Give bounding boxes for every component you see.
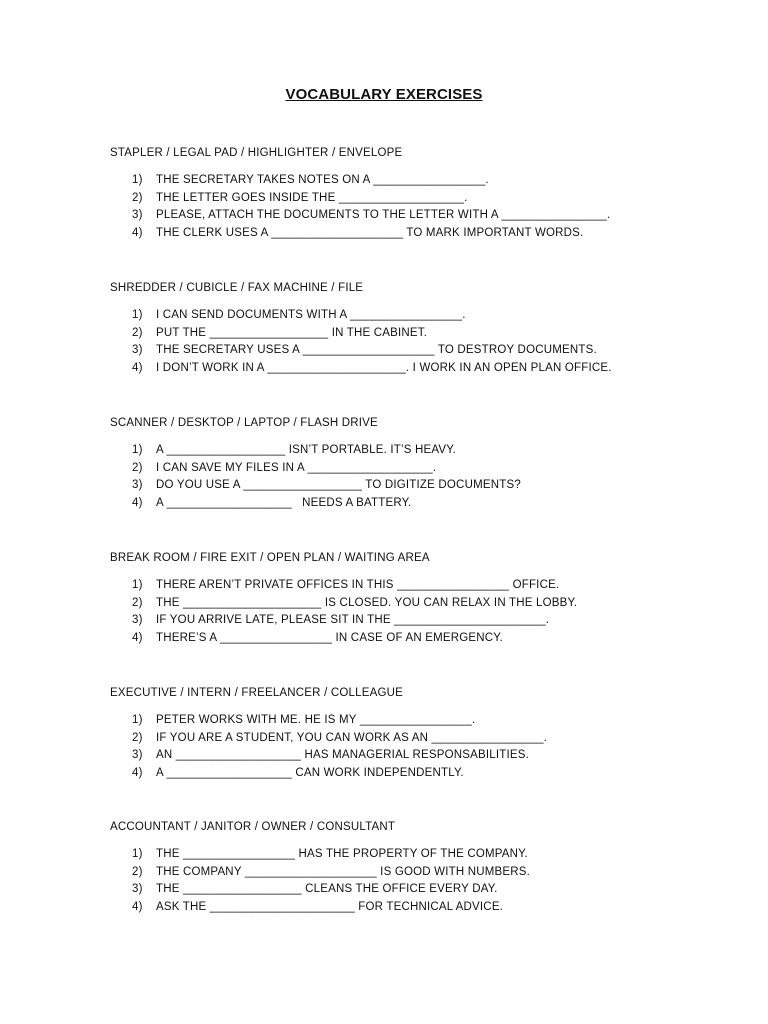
exercise-item	[110, 442, 730, 460]
exercise-item	[110, 225, 730, 243]
item-number: 2)	[132, 731, 143, 744]
item-number: 1)	[132, 444, 143, 456]
item-sentence: THE SECRETARY TAKES NOTES ON A _________________.	[156, 174, 489, 186]
item-number: 1)	[132, 579, 143, 591]
item-number: 1)	[132, 309, 143, 321]
item-sentence: PLEASE, ATTACH THE DOCUMENTS TO THE LETTER WITH A ________________.	[156, 209, 611, 221]
exercise-list	[110, 172, 730, 242]
word-bank: EXECUTIVE / INTERN / FREELANCER / COLLEAGUE	[110, 687, 403, 699]
exercise-item	[110, 342, 730, 360]
exercise-item	[110, 712, 730, 730]
item-number: 4)	[132, 226, 143, 239]
item-sentence: ASK THE ______________________ FOR TECHNICAL ADVICE.	[156, 900, 504, 913]
exercise-list	[110, 846, 730, 916]
exercise-item	[110, 612, 730, 630]
item-number: 2)	[132, 865, 143, 878]
exercise-section	[110, 684, 730, 782]
word-bank: ACCOUNTANT / JANITOR / OWNER / CONSULTANT	[110, 821, 396, 833]
item-sentence: A ___________________ CAN WORK INDEPENDENTLY.	[156, 766, 464, 779]
word-bank: SHREDDER / CUBICLE / FAX MACHINE / FILE	[110, 282, 364, 294]
item-sentence: THERE’S A _________________ IN CASE OF AN EMERGENCY.	[156, 631, 504, 644]
item-sentence: A __________________ ISN’T PORTABLE. IT’S HEAVY.	[156, 444, 457, 456]
exercise-section	[110, 414, 730, 512]
item-sentence: IF YOU ARRIVE LATE, PLEASE SIT IN THE _______________________.	[156, 614, 550, 626]
exercise-item	[110, 207, 730, 225]
exercise-section	[110, 549, 730, 647]
item-number: 2)	[132, 191, 143, 204]
item-sentence: A ___________________ NEEDS A BATTERY.	[156, 496, 412, 509]
item-number: 1)	[132, 714, 143, 726]
item-number: 2)	[132, 326, 143, 339]
item-sentence: THE _________________ HAS THE PROPERTY OF THE COMPANY.	[156, 848, 528, 860]
exercise-item	[110, 460, 730, 478]
item-number: 4)	[132, 631, 143, 644]
item-sentence: THE SECRETARY USES A ____________________ TO DESTROY DOCUMENTS.	[156, 344, 597, 356]
word-bank: SCANNER / DESKTOP / LAPTOP / FLASH DRIVE	[110, 417, 378, 429]
exercise-item	[110, 172, 730, 190]
exercise-item	[110, 747, 730, 765]
item-number: 4)	[132, 766, 143, 779]
item-sentence: PUT THE __________________ IN THE CABINET.	[156, 326, 428, 339]
item-sentence: THE __________________ CLEANS THE OFFICE EVERY DAY.	[156, 883, 498, 895]
item-number: 1)	[132, 848, 143, 860]
exercise-item	[110, 495, 730, 513]
exercise-item	[110, 595, 730, 613]
exercise-item	[110, 765, 730, 783]
item-number: 3)	[132, 209, 143, 221]
item-sentence: AN ___________________ HAS MANAGERIAL RESPONSABILITIES.	[156, 749, 530, 761]
exercise-item	[110, 190, 730, 208]
exercise-item	[110, 577, 730, 595]
item-sentence: I DON’T WORK IN A _____________________. I WORK IN AN OPEN PLAN OFFICE.	[156, 361, 612, 374]
exercise-item	[110, 477, 730, 495]
item-sentence: PETER WORKS WITH ME. HE IS MY _________________.	[156, 714, 476, 726]
exercise-item	[110, 881, 730, 899]
item-number: 3)	[132, 344, 143, 356]
exercise-item	[110, 307, 730, 325]
item-sentence: DO YOU USE A __________________ TO DIGITIZE DOCUMENTS?	[156, 479, 521, 491]
item-sentence: I CAN SEND DOCUMENTS WITH A _________________.	[156, 309, 466, 321]
item-sentence: THE COMPANY ____________________ IS GOOD WITH NUMBERS.	[156, 865, 531, 878]
exercise-list	[110, 307, 730, 377]
exercise-item	[110, 730, 730, 748]
exercise-section	[110, 144, 730, 242]
item-number: 3)	[132, 883, 143, 895]
exercise-item	[110, 360, 730, 378]
exercise-item	[110, 899, 730, 917]
item-number: 4)	[132, 900, 143, 913]
exercise-section	[110, 818, 730, 916]
item-sentence: THE _____________________ IS CLOSED. YOU CAN RELAX IN THE LOBBY.	[156, 596, 578, 609]
item-sentence: THERE AREN’T PRIVATE OFFICES IN THIS _________________ OFFICE.	[156, 579, 560, 591]
exercise-item	[110, 325, 730, 343]
item-number: 2)	[132, 461, 143, 474]
item-sentence: IF YOU ARE A STUDENT, YOU CAN WORK AS AN _________________.	[156, 731, 548, 744]
item-sentence: THE LETTER GOES INSIDE THE ___________________.	[156, 191, 468, 204]
exercise-section	[110, 279, 730, 377]
item-number: 1)	[132, 174, 143, 186]
exercise-list	[110, 442, 730, 512]
exercise-item	[110, 846, 730, 864]
item-sentence: I CAN SAVE MY FILES IN A ___________________.	[156, 461, 437, 474]
exercise-list	[110, 712, 730, 782]
word-bank: STAPLER / LEGAL PAD / HIGHLIGHTER / ENVELOPE	[110, 147, 403, 159]
item-number: 3)	[132, 479, 143, 491]
item-number: 4)	[132, 361, 143, 374]
item-number: 4)	[132, 496, 143, 509]
word-bank: BREAK ROOM / FIRE EXIT / OPEN PLAN / WAITING AREA	[110, 552, 430, 564]
item-number: 2)	[132, 596, 143, 609]
item-number: 3)	[132, 614, 143, 626]
exercise-item	[110, 630, 730, 648]
item-number: 3)	[132, 749, 143, 761]
exercise-item	[110, 864, 730, 882]
item-sentence: THE CLERK USES A ____________________ TO MARK IMPORTANT WORDS.	[156, 226, 584, 239]
worksheet-title: VOCABULARY EXERCISES	[285, 86, 483, 103]
exercise-list	[110, 577, 730, 647]
